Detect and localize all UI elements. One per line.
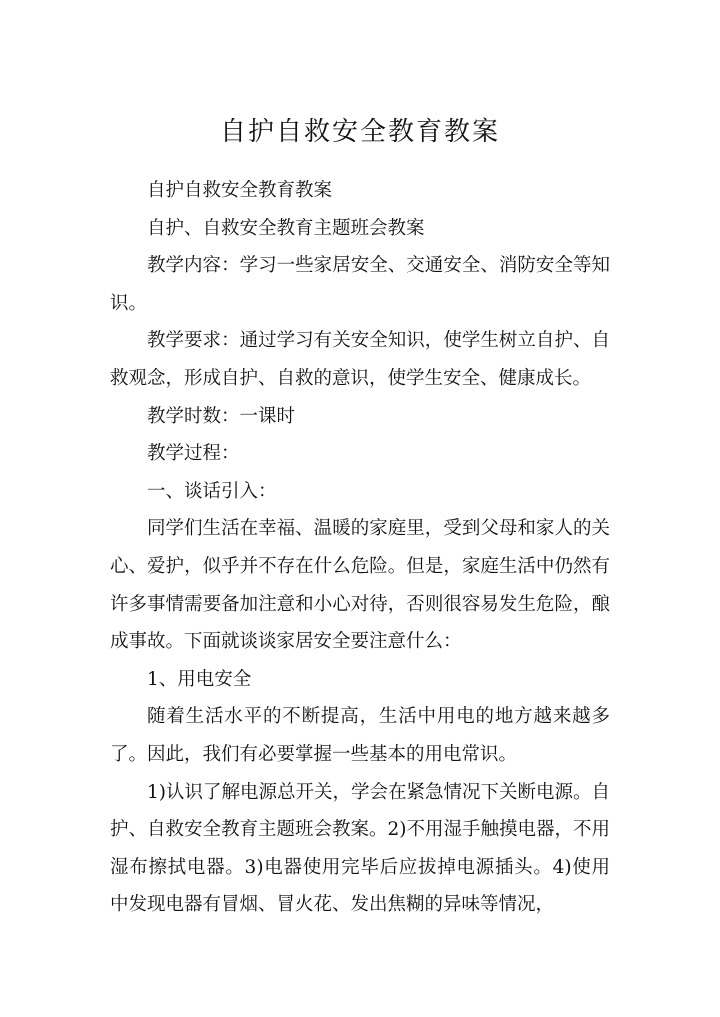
paragraph-section-intro: 一、谈话引入： [147, 480, 277, 502]
paragraph-duration: 教学时数：一课时 [147, 405, 296, 427]
paragraph-subtitle: 自护自救安全教育教案 [147, 180, 333, 201]
document-body [110, 172, 610, 924]
paragraph-electric-rules: 1)认识了解电源总开关，学会在紧急情况下关断电源。自护、自救安全教育主题班会教案。2)不用湿手触摸电器，不用湿布擦拭电器。3)电器使用完毕后应拔掉电源插头。4)使用中发现电器有冒烟、冒火花、发出焦糊的异味等情况， [110, 781, 610, 916]
paragraph-intro-text: 同学们生活在幸福、温暖的家庭里，受到父母和家人的关心、爱护，似乎并不存在什么危险。但是，家庭生活中仍然有许多事情需要备加注意和小心对待，否则很容易发生危险，酿成事故。下面就谈谈家居安全要注意什么： [110, 518, 610, 653]
paragraph-theme: 自护、自救安全教育主题班会教案 [147, 217, 425, 239]
paragraph-electric-intro: 随着生活水平的不断提高，生活中用电的地方越来越多了。因此，我们有必要掌握一些基本的用电常识。 [110, 706, 610, 765]
document-title: 自护自救安全教育教案 [219, 117, 500, 147]
paragraph-requirements: 教学要求：通过学习有关安全知识，使学生树立自护、自救观念，形成自护、自救的意识，使学生安全、健康成长。 [110, 330, 610, 389]
paragraph-process-heading: 教学过程： [147, 443, 240, 465]
paragraph-content: 教学内容：学习一些家居安全、交通安全、消防安全等知识。 [110, 255, 610, 314]
paragraph-electric-heading: 1、用电安全 [147, 668, 252, 690]
